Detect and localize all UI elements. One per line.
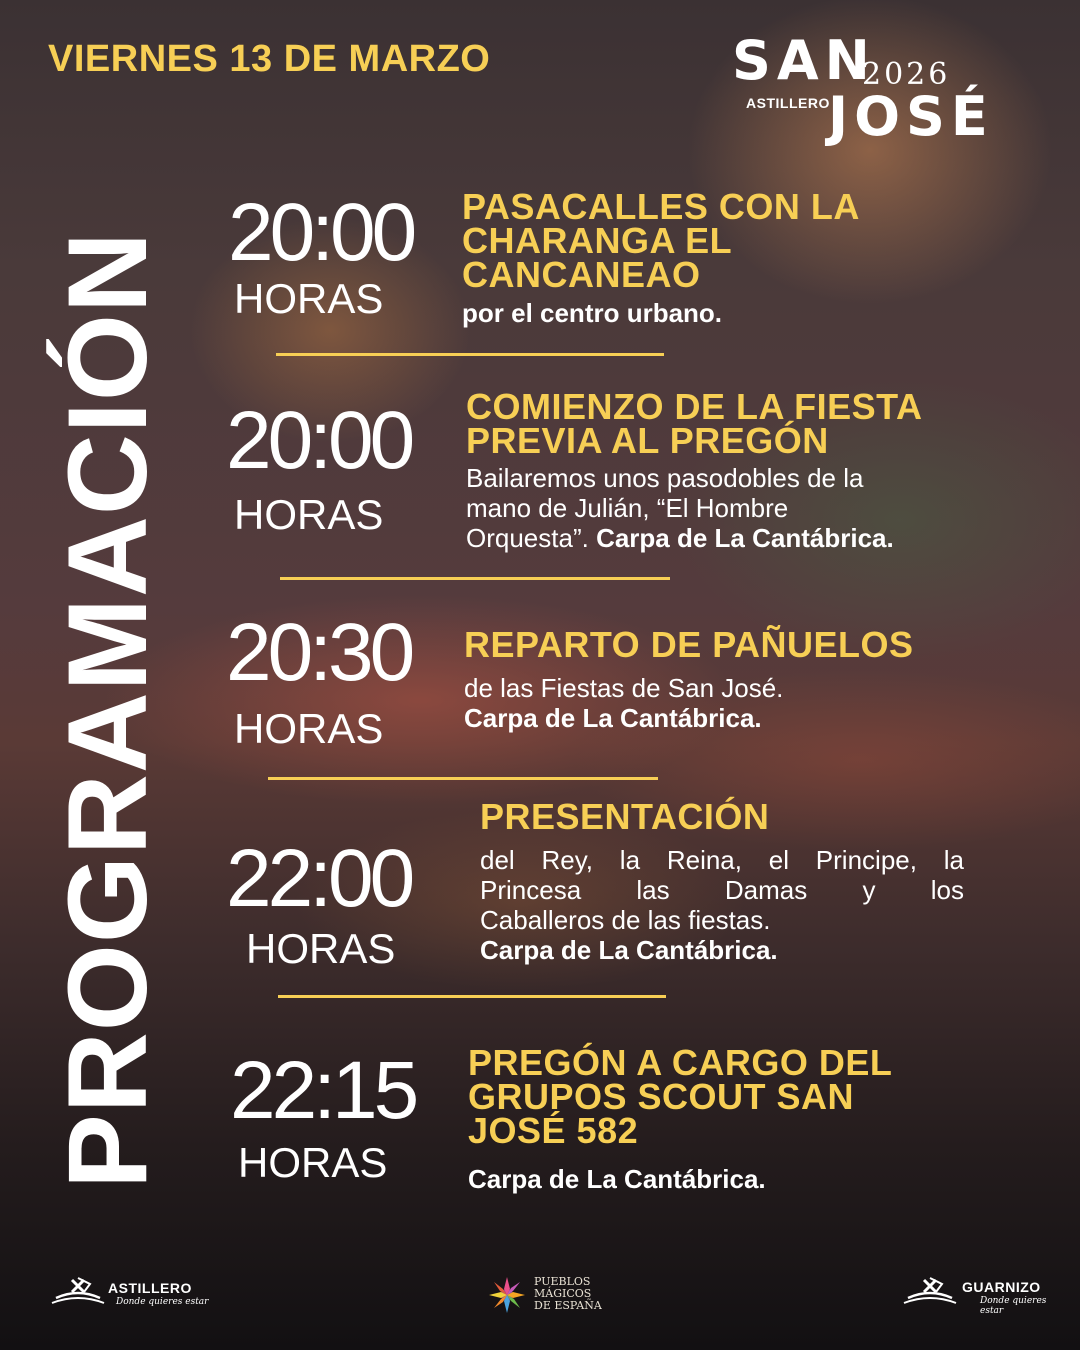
logo-astillero: ASTILLERO — [746, 95, 830, 111]
event-title-line: CHARANGA EL — [462, 220, 733, 261]
event-horas: HORAS — [234, 491, 384, 538]
date-header: VIERNES 13 DE MARZO — [48, 38, 491, 80]
event-description — [468, 1164, 766, 1194]
logo-san: SAN — [732, 29, 876, 92]
pueblos-magicos-text — [534, 1276, 602, 1312]
event-title-line: PREGÓN A CARGO DEL — [468, 1042, 893, 1083]
divider — [278, 995, 666, 998]
event-title-line: GRUPOS SCOUT SAN — [468, 1076, 855, 1117]
event-time: 22:15 — [230, 1045, 416, 1136]
event-title-line: PRESENTACIÓN — [480, 796, 770, 837]
event-description-line: mano de Julián, “El Hombre — [466, 493, 789, 523]
event-time: 22:00 — [226, 833, 412, 924]
event-description-line: Princesa las Damas y los — [480, 875, 964, 905]
event-time: 20:00 — [226, 395, 412, 486]
event-horas: HORAS — [238, 1139, 388, 1186]
divider — [276, 353, 664, 356]
footer-astillero-logo — [50, 1276, 210, 1310]
divider — [280, 577, 670, 580]
san-jose-logo — [728, 29, 994, 154]
astillero-name: ASTILLERO — [108, 1280, 192, 1296]
event-description-line: Bailaremos unos pasodobles de la — [466, 463, 864, 493]
astillero-tagline: Donde quieres estar — [116, 1297, 209, 1307]
event-description — [464, 673, 783, 733]
event-description-line: de las Fiestas de San José. — [464, 673, 784, 703]
event-description-text: Orquesta”. — [466, 523, 589, 553]
footer-guarnizo-logo — [902, 1276, 1062, 1316]
event-title — [464, 624, 914, 665]
event-title-line: CANCANEAO — [462, 254, 701, 295]
event-title-line: PREVIA AL PREGÓN — [466, 420, 829, 461]
event-title-line: PASACALLES CON LA — [462, 186, 860, 227]
pueblos-magicos-line: MÁGICOS — [534, 1287, 592, 1300]
event-title — [468, 1042, 893, 1151]
event-description-bold: Carpa de La Cantábrica. — [480, 935, 778, 965]
event-description-bold: Carpa de La Cantábrica. — [468, 1164, 766, 1194]
guarnizo-emblem-icon — [902, 1276, 958, 1306]
event-description — [462, 298, 722, 328]
event-title-line: REPARTO DE PAÑUELOS — [464, 624, 914, 665]
event-time: 20:00 — [228, 187, 414, 278]
event-description — [480, 845, 964, 965]
event-description-line: del Rey, la Reina, el Principe, la — [480, 845, 964, 875]
event-description-bold: Carpa de La Cantábrica. — [464, 703, 762, 733]
logo-jose: JOSÉ — [828, 85, 994, 148]
pueblos-magicos-flower-icon — [486, 1274, 528, 1316]
event-title-line: JOSÉ 582 — [468, 1110, 639, 1151]
side-title-programacion: PROGRAMACIÓN — [45, 231, 170, 1189]
event-description-line — [466, 523, 894, 553]
event-description-bold: por el centro urbano. — [462, 298, 723, 328]
event-horas: HORAS — [234, 705, 384, 752]
event-time: 20:30 — [226, 607, 412, 698]
guarnizo-name: GUARNIZO — [962, 1279, 1041, 1295]
event-title-line: COMIENZO DE LA FIESTA — [466, 386, 923, 427]
event-title — [466, 386, 923, 461]
event-description — [466, 463, 894, 553]
astillero-emblem-icon — [50, 1276, 106, 1306]
event-title — [462, 186, 860, 295]
pueblos-magicos-line: PUEBLOS — [534, 1275, 591, 1288]
event-horas: HORAS — [246, 925, 396, 972]
event-description-bold: Carpa de La Cantábrica. — [596, 523, 894, 553]
guarnizo-tagline: Donde quieres estar — [980, 1296, 1047, 1316]
pueblos-magicos-line: DE ESPAÑA — [534, 1299, 602, 1312]
divider — [268, 777, 658, 780]
logo-year: 2026 — [862, 57, 951, 92]
footer-pueblos-magicos-logo — [486, 1274, 606, 1318]
event-title — [480, 796, 770, 837]
event-description-line: Caballeros de las fiestas. — [480, 905, 771, 935]
event-horas: HORAS — [234, 275, 384, 322]
